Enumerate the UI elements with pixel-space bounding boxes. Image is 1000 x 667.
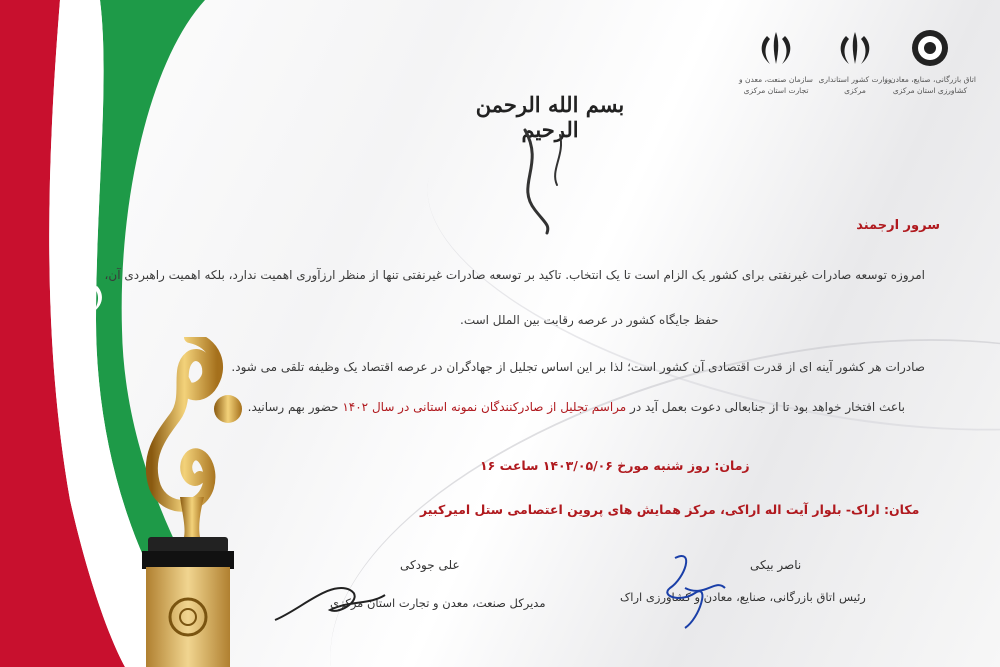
signatory-name-right: ناصر بیکی: [750, 558, 802, 572]
event-place: مکان: اراک- بلوار آیت اله اراکی، مرکز همایش های پروین اعتصامی ستل امیرکبیر: [420, 502, 920, 517]
body-paragraph-2: حفظ جایگاه کشور در عرصه رقابت بین الملل است.: [460, 313, 719, 327]
salutation: سرور ارجمند: [856, 218, 940, 233]
body-paragraph-4-before: باعث افتخار خواهد بود تا از جنابعالی دعوت بعمل آید در: [626, 400, 905, 414]
emblem-icon: [756, 28, 796, 68]
signatory-name-left: علی جودکی: [400, 558, 460, 572]
event-time: زمان: روز شنبه مورخ ۱۴۰۳/۰۵/۰۶ ساعت ۱۶: [480, 458, 750, 473]
emblem-icon: [835, 28, 875, 68]
signatory-role-left: مدیرکل صنعت، معدن و تجارت استان مرکزی: [330, 596, 546, 610]
logo-industry-organization: [728, 28, 824, 96]
basmala-calligraphy: بسم الله الرحمن الرحیم: [475, 92, 625, 142]
signature-left: [270, 570, 390, 630]
body-paragraph-4: [248, 400, 905, 414]
signature-right: [655, 548, 745, 638]
trophy-image: [120, 337, 260, 667]
signatory-role-right: رئیس اتاق بازرگانی، صنایع، معادن و کشاورزی اراک: [620, 590, 866, 604]
emblem-icon: [910, 28, 950, 68]
basmala-flourish: [505, 125, 585, 235]
body-paragraph-3: صادرات هر کشور آینه ای از قدرت اقتصادی آن کشور است؛ لذا بر این اساس تجلیل از جهادگران در عرصه اقتصاد یک وظیفه تلقی می شود.: [231, 360, 925, 374]
body-paragraph-1: امروزه توسعه صادرات غیرنفتی برای کشور یک الزام است تا یک انتخاب. تاکید بر توسعه صادرات غیرنفتی تنها از منظر ارزآوری اهمیت ندارد، بلکه اهمیت راهبردی آن،: [104, 268, 925, 282]
logo-caption: اتاق بازرگانی، صنایع، معادن و کشاورزی استان مرکزی: [884, 75, 976, 95]
logo-caption: وزارت کشور استانداری مرکزی: [818, 75, 892, 95]
body-paragraph-4-after: حضور بهم رسانید.: [247, 400, 343, 414]
ceremony-highlight: مراسم تجلیل از صادرکنندگان نمونه استانی در سال ۱۴۰۲: [342, 400, 627, 414]
logo-caption: سازمان صنعت، معدن و تجارت استان مرکزی: [739, 75, 813, 95]
iran-emblem-icon: [57, 276, 103, 316]
